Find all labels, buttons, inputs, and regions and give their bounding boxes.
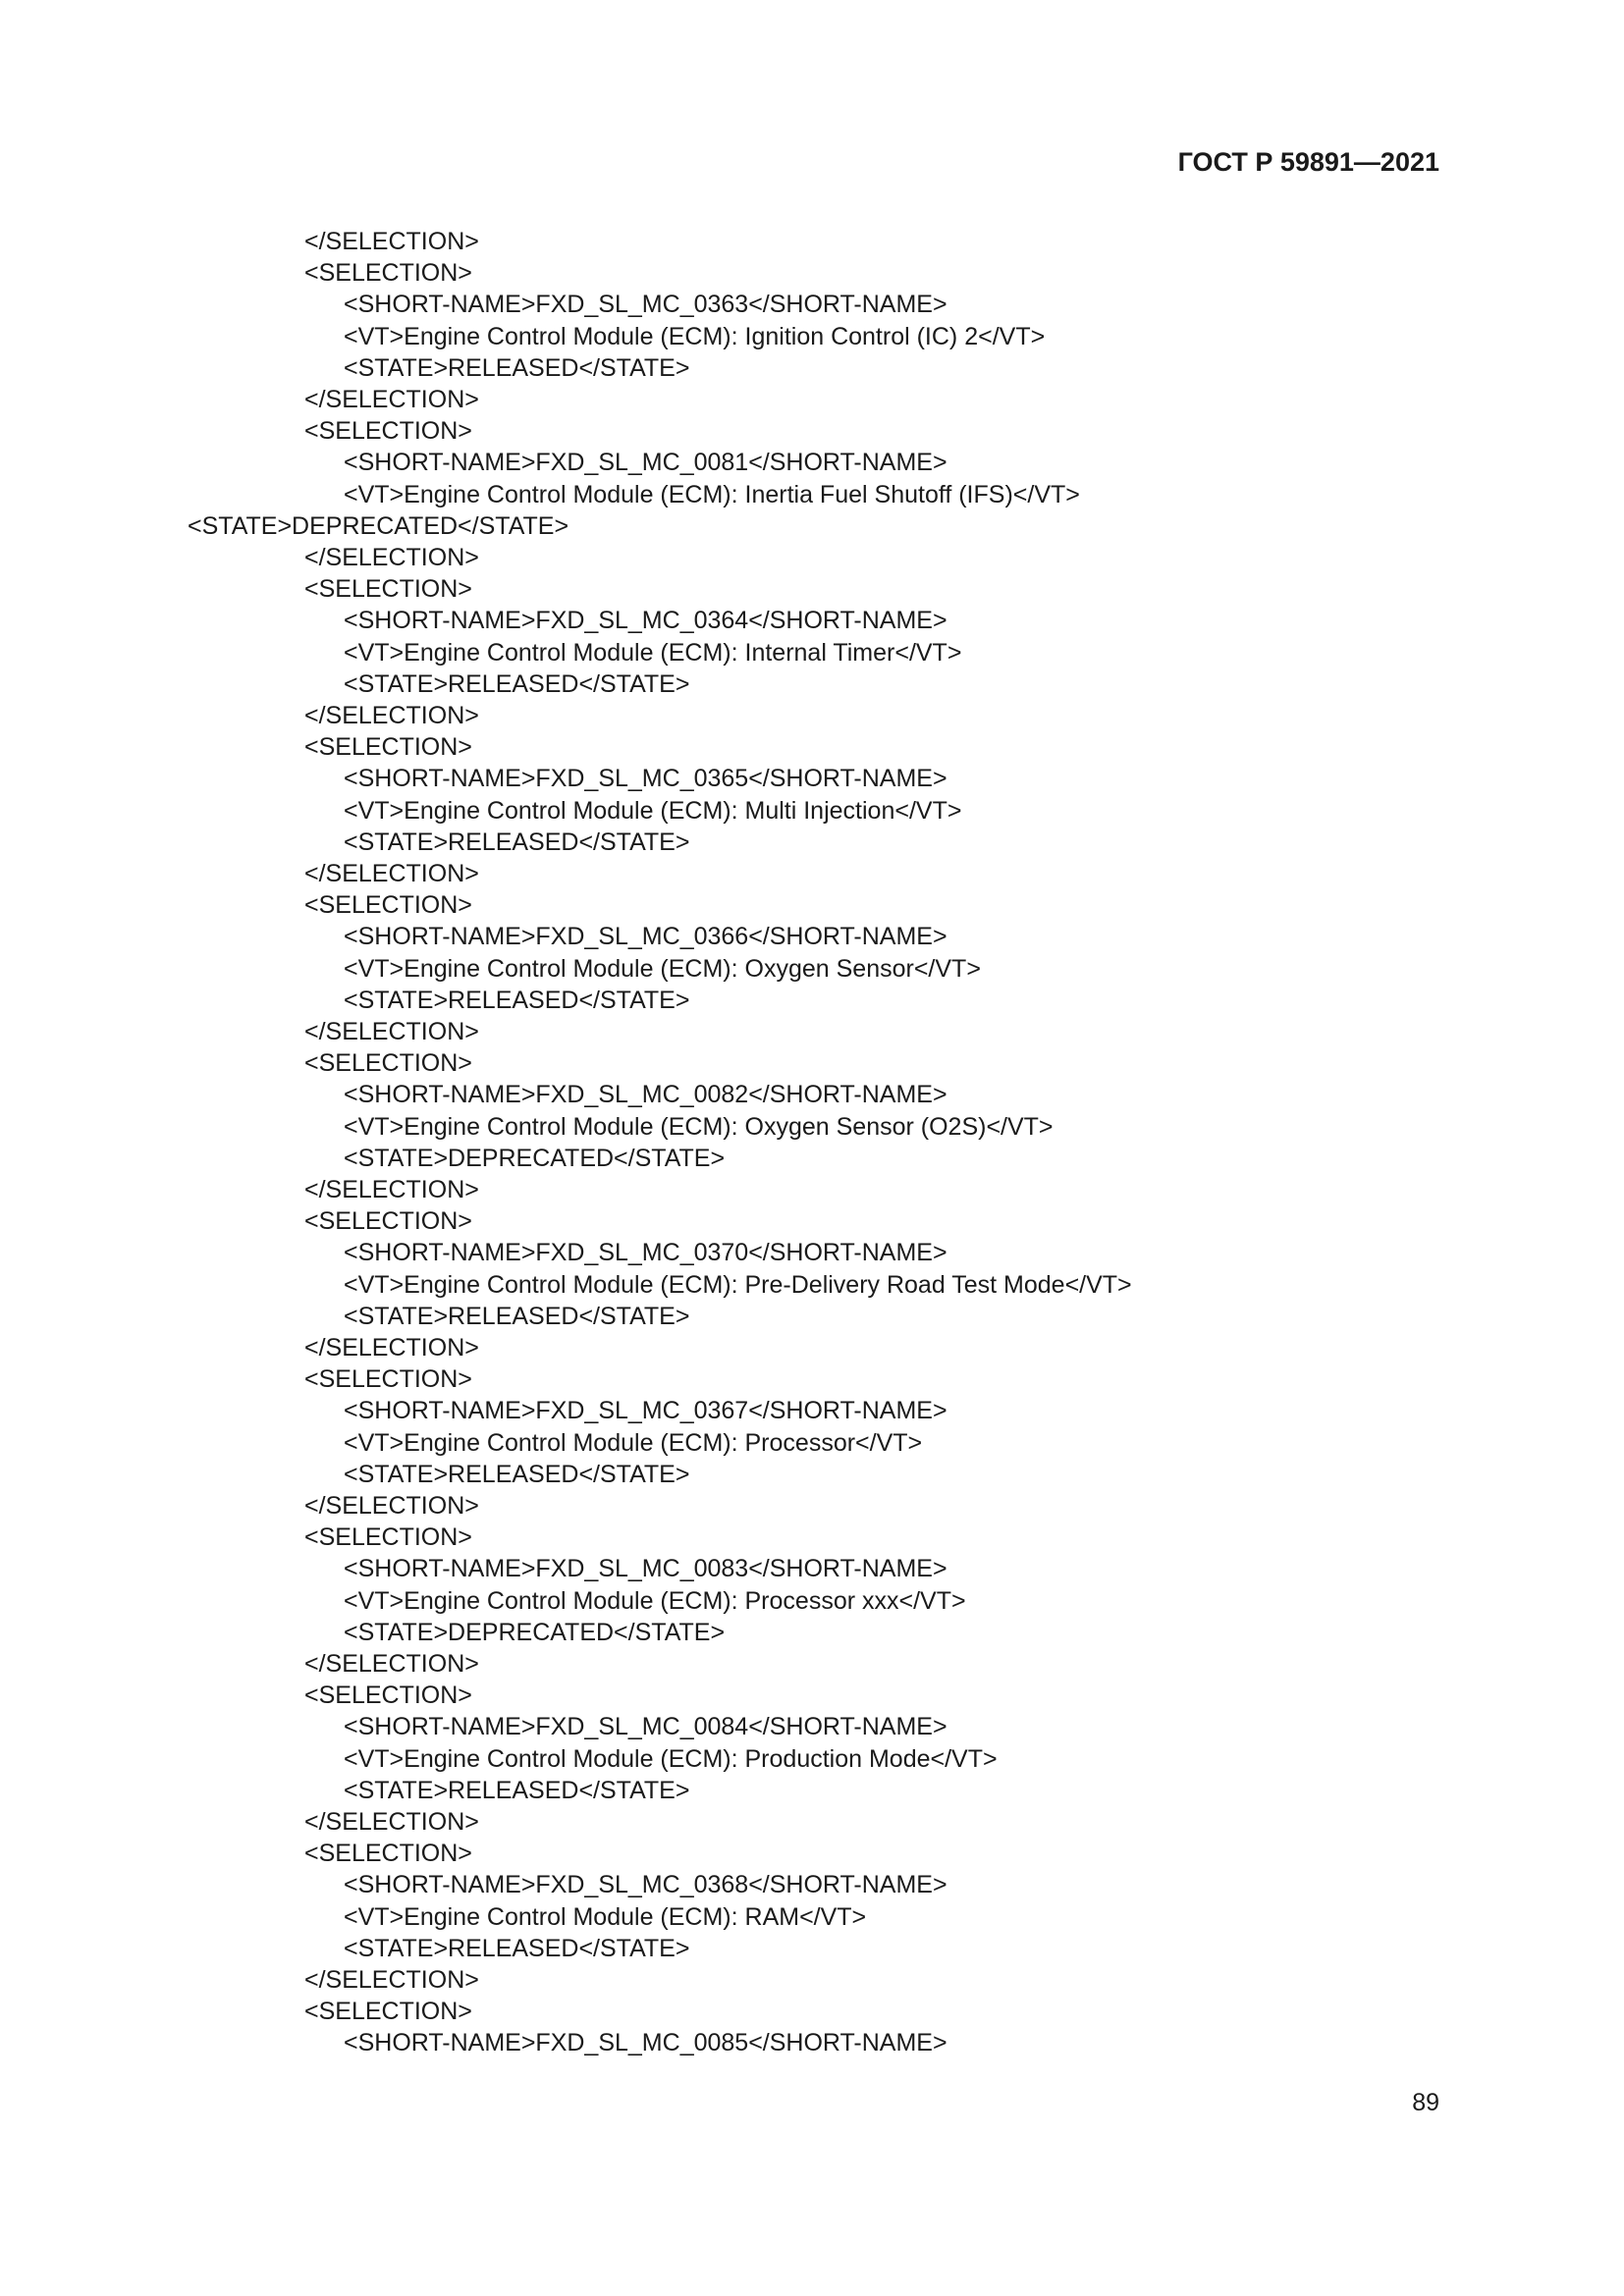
code-line: <VT>Engine Control Module (ECM): Oxygen Sensor</VT>: [344, 954, 981, 983]
code-line: <VT>Engine Control Module (ECM): Internal Timer</VT>: [344, 638, 962, 667]
code-line: </SELECTION>: [304, 1650, 479, 1678]
code-line: </SELECTION>: [304, 544, 479, 571]
code-line: </SELECTION>: [304, 1334, 479, 1362]
code-line: <SHORT-NAME>FXD_SL_MC_0368</SHORT-NAME>: [344, 1871, 947, 1899]
document-header: ГОСТ Р 59891—2021: [1177, 147, 1439, 177]
code-line: <VT>Engine Control Module (ECM): Multi Injection</VT>: [344, 796, 962, 825]
code-line: <STATE>RELEASED</STATE>: [344, 1302, 690, 1330]
code-line: <VT>Engine Control Module (ECM): Processor</VT>: [344, 1428, 923, 1457]
code-line: <SHORT-NAME>FXD_SL_MC_0085</SHORT-NAME>: [344, 2029, 947, 2057]
code-line: <VT>Engine Control Module (ECM): Oxygen Sensor (O2S)</VT>: [344, 1112, 1054, 1141]
code-line: <SELECTION>: [304, 1840, 472, 1868]
code-line: <SHORT-NAME>FXD_SL_MC_0367</SHORT-NAME>: [344, 1397, 947, 1425]
code-line: </SELECTION>: [304, 1966, 479, 1994]
code-line: <STATE>RELEASED</STATE>: [344, 1460, 690, 1488]
code-line: <SHORT-NAME>FXD_SL_MC_0370</SHORT-NAME>: [344, 1239, 947, 1267]
code-line: <SELECTION>: [304, 1365, 472, 1394]
code-line: <SELECTION>: [304, 1682, 472, 1710]
code-line: <SELECTION>: [304, 259, 472, 288]
code-line: <SHORT-NAME>FXD_SL_MC_0083</SHORT-NAME>: [344, 1555, 947, 1583]
code-line: <SELECTION>: [304, 733, 472, 762]
code-line: <VT>Engine Control Module (ECM): Production Mode</VT>: [344, 1744, 998, 1773]
code-line: <VT>Engine Control Module (ECM): Inertia Fuel Shutoff (IFS)</VT>: [344, 480, 1080, 508]
code-line: <STATE>DEPRECATED</STATE>: [344, 1144, 726, 1172]
code-line: </SELECTION>: [304, 1018, 479, 1045]
code-line: <SHORT-NAME>FXD_SL_MC_0084</SHORT-NAME>: [344, 1713, 947, 1741]
code-line: <SELECTION>: [304, 1523, 472, 1552]
code-line: <SELECTION>: [304, 417, 472, 446]
code-line: <STATE>RELEASED</STATE>: [344, 1934, 690, 1962]
code-line: <SELECTION>: [304, 891, 472, 920]
code-line: <STATE>RELEASED</STATE>: [344, 669, 690, 698]
code-line: </SELECTION>: [304, 860, 479, 887]
code-line: <VT>Engine Control Module (ECM): RAM</VT>: [344, 1902, 867, 1931]
code-line: <SELECTION>: [304, 1998, 472, 2026]
code-line: </SELECTION>: [304, 702, 479, 729]
code-line: <VT>Engine Control Module (ECM): Processor xxx</VT>: [344, 1586, 966, 1615]
code-line: <STATE>RELEASED</STATE>: [344, 828, 690, 856]
code-line: <SHORT-NAME>FXD_SL_MC_0365</SHORT-NAME>: [344, 765, 947, 793]
code-line: <VT>Engine Control Module (ECM): Pre-Delivery Road Test Mode</VT>: [344, 1270, 1132, 1299]
code-line: <SHORT-NAME>FXD_SL_MC_0363</SHORT-NAME>: [344, 291, 947, 319]
code-line: <VT>Engine Control Module (ECM): Ignition Control (IC) 2</VT>: [344, 322, 1046, 350]
code-line: <SELECTION>: [304, 575, 472, 604]
code-line: <SHORT-NAME>FXD_SL_MC_0364</SHORT-NAME>: [344, 607, 947, 635]
code-line: <STATE>DEPRECATED</STATE>: [344, 1618, 726, 1646]
code-line: </SELECTION>: [304, 1492, 479, 1520]
code-line: </SELECTION>: [304, 1176, 479, 1203]
code-line: <STATE>RELEASED</STATE>: [344, 986, 690, 1014]
code-line: <SHORT-NAME>FXD_SL_MC_0082</SHORT-NAME>: [344, 1081, 947, 1109]
page-number: 89: [1412, 2089, 1439, 2116]
code-line: <SELECTION>: [304, 1207, 472, 1236]
code-line: <SELECTION>: [304, 1049, 472, 1078]
code-line: <STATE>DEPRECATED</STATE>: [188, 511, 569, 540]
code-line: </SELECTION>: [304, 228, 479, 255]
code-line: </SELECTION>: [304, 386, 479, 413]
code-line: </SELECTION>: [304, 1808, 479, 1836]
code-line: <SHORT-NAME>FXD_SL_MC_0366</SHORT-NAME>: [344, 923, 947, 951]
code-line: <STATE>RELEASED</STATE>: [344, 1776, 690, 1804]
code-line: <STATE>RELEASED</STATE>: [344, 353, 690, 382]
code-line: <SHORT-NAME>FXD_SL_MC_0081</SHORT-NAME>: [344, 449, 947, 477]
